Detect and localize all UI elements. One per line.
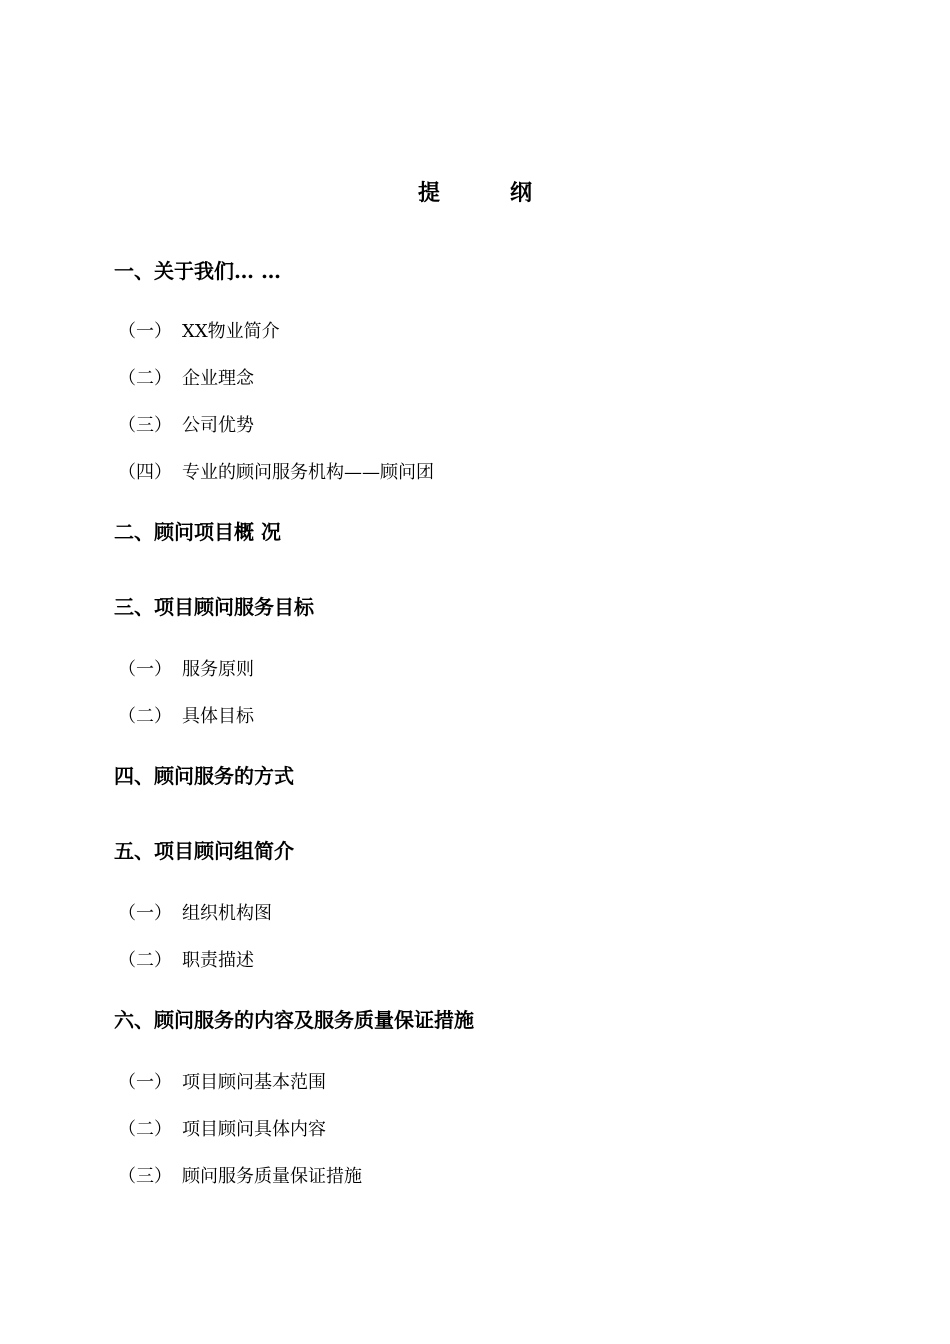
item-text: 服务原则	[182, 659, 254, 680]
item-number: （二）	[118, 368, 172, 389]
item-number: （二）	[118, 1119, 172, 1140]
outline-item	[118, 658, 254, 682]
item-text: 职责描述	[182, 950, 254, 971]
section-heading-2: 二、顾问项目概 况	[114, 520, 281, 544]
item-text: 公司优势	[182, 415, 254, 436]
outline-item	[118, 1118, 326, 1142]
outline-item	[118, 902, 272, 926]
section-heading-6: 六、顾问服务的内容及服务质量保证措施	[114, 1008, 474, 1032]
item-number: （二）	[118, 706, 172, 727]
item-text: 项目顾问具体内容	[182, 1119, 326, 1140]
item-text: 具体目标	[182, 706, 254, 727]
outline-item	[118, 414, 254, 438]
item-number: （一）	[118, 321, 172, 342]
item-text: 专业的顾问服务机构——顾问团	[182, 462, 434, 483]
outline-item	[118, 1071, 326, 1095]
item-number: （一）	[118, 903, 172, 924]
item-text: 项目顾问基本范围	[182, 1072, 326, 1093]
section-heading-3: 三、项目顾问服务目标	[114, 595, 314, 619]
item-text: 顾问服务质量保证措施	[182, 1166, 362, 1187]
section-heading-4: 四、顾问服务的方式	[114, 764, 294, 788]
item-text: XX物业简介	[182, 321, 280, 342]
item-number: （三）	[118, 415, 172, 436]
outline-item	[118, 705, 254, 729]
item-number: （三）	[118, 1166, 172, 1187]
item-number: （一）	[118, 659, 172, 680]
item-number: （四）	[118, 462, 172, 483]
item-text: 企业理念	[182, 368, 254, 389]
item-text: 组织机构图	[182, 903, 272, 924]
document-title	[0, 176, 950, 207]
outline-item	[118, 949, 254, 973]
title-char-2: 纲	[510, 180, 533, 206]
outline-item	[118, 1165, 362, 1189]
outline-item	[118, 367, 254, 391]
section-heading-1: 一、关于我们… …	[114, 259, 281, 283]
outline-item	[118, 461, 434, 485]
title-char-1: 提	[417, 180, 440, 206]
section-heading-5: 五、项目顾问组简介	[114, 839, 294, 863]
item-number: （二）	[118, 950, 172, 971]
item-number: （一）	[118, 1072, 172, 1093]
outline-item	[118, 320, 280, 344]
